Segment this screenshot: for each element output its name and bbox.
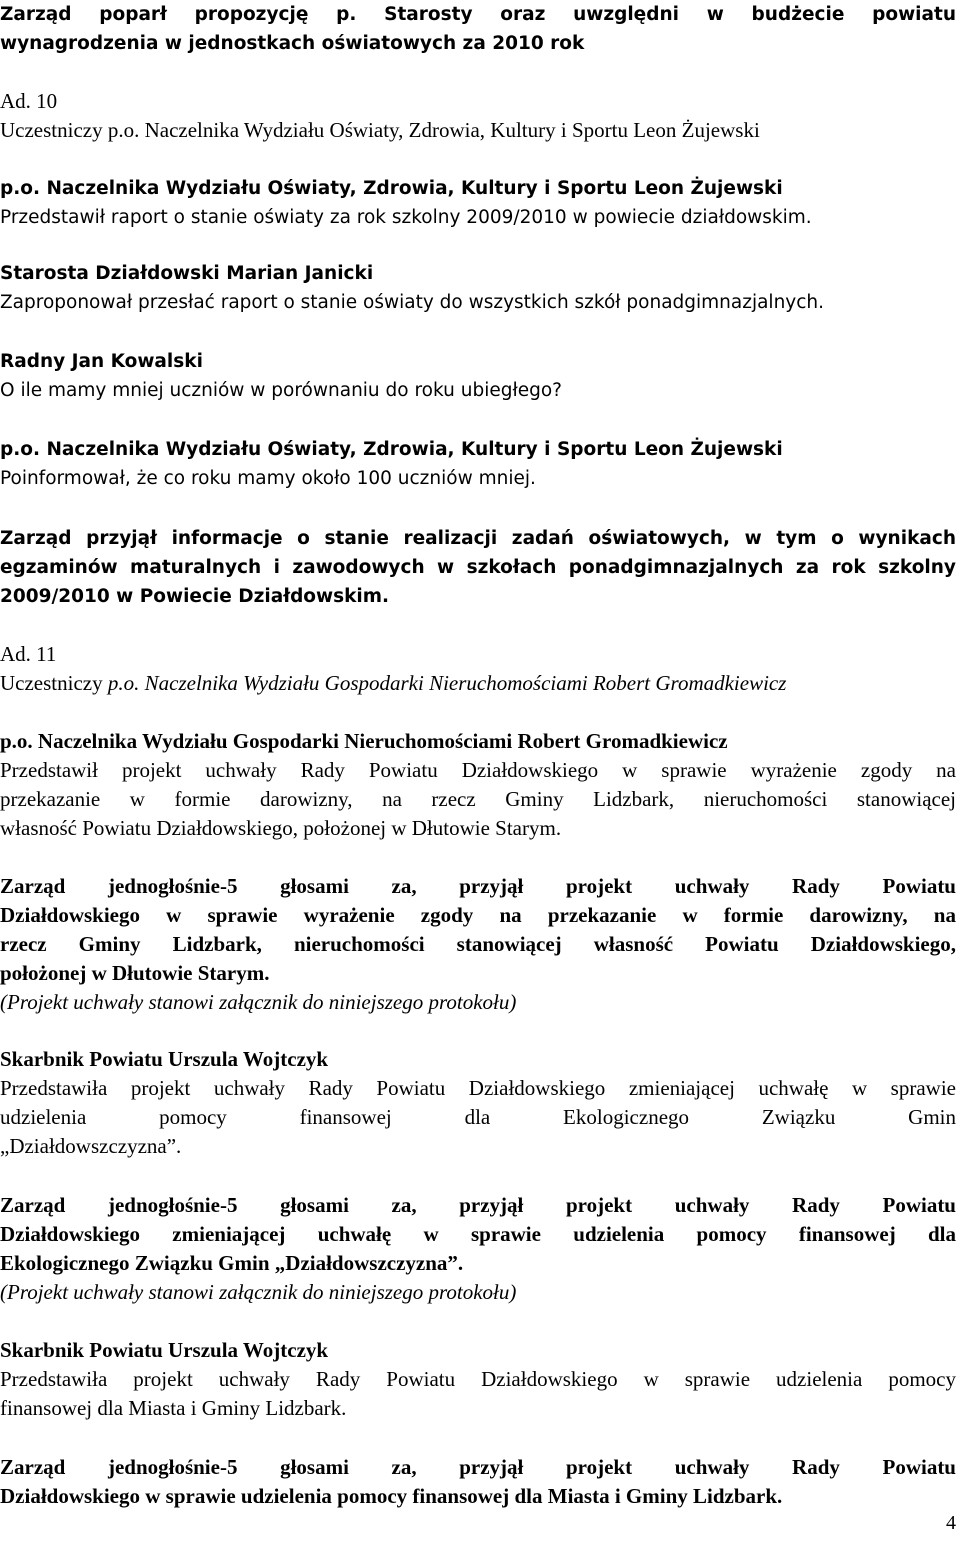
statement-kowalski — [0, 347, 956, 405]
participants-prefix: Uczestniczy — [0, 671, 108, 695]
text-line: Przedstawił projekt uchwały Rady Powiatu Działdowskiego w sprawie wyrażenie zgody na — [0, 758, 956, 782]
page-number: 4 — [946, 1512, 956, 1534]
text-line: Zarząd poparł propozycję p. Starosty oraz uwzględni w budżecie powiatu — [0, 4, 956, 25]
text-line: Działdowskiego zmieniającej uchwałę w sprawie udzielenia pomocy finansowej dla — [0, 1222, 956, 1246]
statement-text: Poinformował, że co roku mamy około 100 uczniów mniej. — [0, 468, 536, 489]
text-line: Zarząd przyjął informacje o stanie realizacji zadań oświatowych, w tym o wynikach — [0, 528, 956, 549]
text-line: Przedstawiła projekt uchwały Rady Powiatu Działdowskiego w sprawie udzielenia pomocy — [0, 1367, 956, 1391]
decision-ecological-union — [0, 1191, 956, 1307]
agenda-item-10 — [0, 87, 956, 145]
text-line: rzecz Gminy Lidzbark, nieruchomości stanowiącej własność Powiatu Działdowskiego, — [0, 932, 956, 956]
text-line: przekazanie w formie darowizny, na rzecz Gminy Lidzbark, nieruchomości stanowiącej — [0, 787, 956, 811]
attachment-note: (Projekt uchwały stanowi załącznik do niniejszego protokołu) — [0, 1280, 517, 1304]
statement-zujewski-1 — [0, 174, 956, 232]
text-line: Działdowskiego w sprawie udzielenia pomocy finansowej dla Miasta i Gminy Lidzbark. — [0, 1484, 783, 1508]
text-line: Przedstawiła projekt uchwały Rady Powiatu Działdowskiego zmieniającej uchwałę w sprawie — [0, 1076, 956, 1100]
statement-zujewski-2 — [0, 435, 956, 493]
text-line: egzaminów maturalnych i zawodowych w szkołach ponadgimnazjalnych za rok szkolny — [0, 557, 956, 578]
statement-janicki — [0, 259, 956, 317]
speaker-name: p.o. Naczelnika Wydziału Oświaty, Zdrowia, Kultury i Sportu Leon Żujewski — [0, 439, 783, 460]
attachment-note: (Projekt uchwały stanowi załącznik do niniejszego protokołu) — [0, 990, 517, 1014]
text-line: wynagrodzenia w jednostkach oświatowych za 2010 rok — [0, 33, 585, 54]
speaker-name: Skarbnik Powiatu Urszula Wojtczyk — [0, 1047, 329, 1071]
statement-text: Zaproponował przesłać raport o stanie oświaty do wszystkich szkół ponadgimnazjalnych. — [0, 292, 825, 313]
statement-text: Przedstawił raport o stanie oświaty za rok szkolny 2009/2010 w powiecie działdowskim. — [0, 207, 812, 228]
text-line: „Działdowszczyzna”. — [0, 1134, 182, 1158]
agenda-participants — [0, 669, 956, 698]
agenda-item-11 — [0, 640, 956, 698]
text-line: finansowej dla Miasta i Gminy Lidzbark. — [0, 1396, 347, 1420]
text-line: 2009/2010 w Powiecie Działdowskim. — [0, 586, 390, 607]
statement-wojtczyk-1 — [0, 1045, 956, 1161]
speaker-name: p.o. Naczelnika Wydziału Gospodarki Nieruchomościami Robert Gromadkiewicz — [0, 729, 728, 753]
statement-text: O ile mamy mniej uczniów w porównaniu do roku ubiegłego? — [0, 380, 563, 401]
agenda-heading: Ad. 10 — [0, 89, 58, 113]
text-line: położonej w Dłutowie Starym. — [0, 961, 270, 985]
text-line: udzielenia pomocy finansowej dla Ekologicznego Związku Gmin — [0, 1105, 956, 1129]
decision-lidzbark-aid — [0, 1453, 956, 1511]
speaker-name: Skarbnik Powiatu Urszula Wojtczyk — [0, 1338, 329, 1362]
agenda-participants: Uczestniczy p.o. Naczelnika Wydziału Oświaty, Zdrowia, Kultury i Sportu Leon Żujewski — [0, 118, 760, 142]
speaker-name: p.o. Naczelnika Wydziału Oświaty, Zdrowia, Kultury i Sportu Leon Żujewski — [0, 178, 783, 199]
text-line: Działdowskiego w sprawie wyrażenie zgody na przekazanie w formie darowizny, na — [0, 903, 956, 927]
statement-wojtczyk-2 — [0, 1336, 956, 1423]
text-line: Ekologicznego Związku Gmin „Działdowszczyzna”. — [0, 1251, 464, 1275]
text-line: Zarząd jednogłośnie-5 głosami za, przyjął projekt uchwały Rady Powiatu — [0, 874, 956, 898]
text-line: własność Powiatu Działdowskiego, położonej w Dłutowie Starym. — [0, 816, 562, 840]
text-line: Zarząd jednogłośnie-5 głosami za, przyjął projekt uchwały Rady Powiatu — [0, 1455, 956, 1479]
statement-gromadkiewicz — [0, 727, 956, 843]
decision-education-report — [0, 524, 956, 611]
speaker-name: Radny Jan Kowalski — [0, 351, 203, 372]
agenda-heading: Ad. 11 — [0, 642, 57, 666]
text-line: Zarząd jednogłośnie-5 głosami za, przyjął projekt uchwały Rady Powiatu — [0, 1193, 956, 1217]
paragraph-budget-decision — [0, 0, 956, 58]
decision-donation — [0, 872, 956, 1017]
speaker-name: Starosta Działdowski Marian Janicki — [0, 263, 374, 284]
participants-name: p.o. Naczelnika Wydziału Gospodarki Nieruchomościami Robert Gromadkiewicz — [107, 671, 787, 695]
